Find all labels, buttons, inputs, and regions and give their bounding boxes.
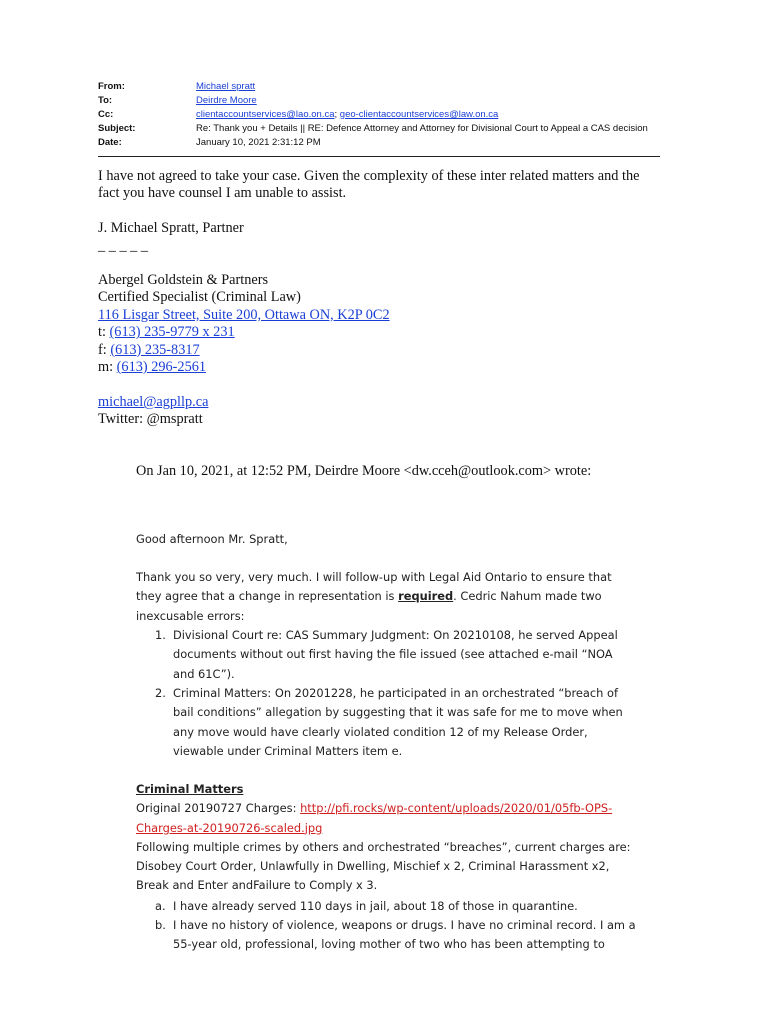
p1-line-2c: . Cedric Nahum made two bbox=[453, 589, 602, 604]
required-emphasis: required bbox=[398, 589, 454, 604]
original-charges-label: Original 20190727 Charges: bbox=[136, 801, 301, 816]
cc-link-1[interactable]: clientaccountservices@lao.on.ca bbox=[196, 109, 335, 120]
fax-link[interactable]: (613) 235-8317 bbox=[110, 341, 200, 358]
signature-dashes: _ _ _ _ _ bbox=[98, 238, 149, 254]
reply-line-2: fact you have counsel I am unable to assist. bbox=[98, 185, 347, 202]
cc-link-2[interactable]: geo-clientaccountservices@law.on.ca bbox=[339, 109, 499, 120]
date-label: Date: bbox=[98, 137, 122, 148]
address-link[interactable]: 116 Lisgar Street, Suite 200, Ottawa ON, K2P 0C2 bbox=[98, 306, 390, 323]
to-link[interactable]: Deirdre Moore bbox=[196, 95, 257, 106]
email-link[interactable]: michael@agpllp.ca bbox=[98, 394, 209, 410]
cc-separator: ; bbox=[334, 109, 340, 120]
paragraph-1 bbox=[136, 568, 612, 626]
item-1-number: 1. bbox=[155, 628, 166, 642]
charges-link-part-1[interactable]: http://pfi.rocks/wp-content/uploads/2020/01/05fb-OPS- bbox=[300, 801, 613, 816]
item-b-line-2: 55-year old, professional, loving mother of two who has been attempting to bbox=[173, 937, 605, 952]
item-1-line-1: Divisional Court re: CAS Summary Judgment: On 20210108, he served Appeal bbox=[173, 628, 618, 642]
charges-link-part-2[interactable]: Charges-at-20190726-scaled.jpg bbox=[136, 820, 323, 835]
date-value: January 10, 2021 2:31:12 PM bbox=[196, 137, 321, 148]
mobile-link[interactable]: (613) 296-2561 bbox=[116, 359, 207, 376]
phone-link[interactable]: (613) 235-9779 x 231 bbox=[109, 324, 235, 341]
phone-label: t: bbox=[98, 324, 110, 341]
greeting: Good afternoon Mr. Spratt, bbox=[136, 532, 288, 546]
item-2 bbox=[173, 684, 623, 761]
criminal-matters-heading: Criminal Matters bbox=[136, 782, 244, 796]
signature-name: J. Michael Spratt, Partner bbox=[98, 220, 244, 236]
mobile-label: m: bbox=[98, 359, 117, 376]
following-line-2: Disobey Court Order, Unlawfully in Dwelling, Mischief x 2, Criminal Harassment x2, bbox=[136, 859, 610, 874]
item-a-label: a. bbox=[155, 899, 166, 913]
subject-value: Re: Thank you + Details || RE: Defence Attorney and Attorney for Divisional Court to Appeal a CAS decision bbox=[196, 123, 648, 134]
following-line-3: Break and Enter andFailure to Comply x 3. bbox=[136, 878, 378, 893]
subject-label: Subject: bbox=[98, 123, 136, 134]
item-b-label: b. bbox=[155, 918, 166, 932]
p1-line-3: inexcusable errors: bbox=[136, 608, 245, 623]
to-label: To: bbox=[98, 95, 113, 106]
contact-block bbox=[98, 394, 208, 429]
reply-paragraph bbox=[98, 168, 639, 203]
twitter-handle: Twitter: @mspratt bbox=[98, 411, 203, 428]
reply-line-1: I have not agreed to take your case. Given the complexity of these inter related matters and the bbox=[98, 168, 640, 184]
certification: Certified Specialist (Criminal Law) bbox=[98, 289, 301, 306]
criminal-matters-section bbox=[136, 780, 631, 896]
p1-line-1: Thank you so very, very much. I will follow-up with Legal Aid Ontario to ensure that bbox=[136, 570, 612, 584]
item-b bbox=[173, 916, 636, 955]
following-line-1: Following multiple crimes by others and orchestrated “breaches”, current charges are: bbox=[136, 839, 631, 854]
item-a-text: I have already served 110 days in jail, about 18 of those in quarantine. bbox=[173, 899, 578, 913]
quote-header: On Jan 10, 2021, at 12:52 PM, Deirdre Moore <dw.cceh@outlook.com> wrote: bbox=[136, 463, 592, 479]
item-1 bbox=[173, 626, 618, 684]
item-b-line-1: I have no history of violence, weapons or drugs. I have no criminal record. I am a bbox=[173, 918, 636, 932]
from-link[interactable]: Michael spratt bbox=[196, 81, 256, 92]
item-2-number: 2. bbox=[155, 686, 166, 700]
cc-label: Cc: bbox=[98, 109, 114, 120]
signature-block bbox=[98, 272, 390, 376]
item-1-line-2: documents without out first having the file issued (see attached e-mail “NOA bbox=[173, 647, 613, 662]
fax-label: f: bbox=[98, 341, 111, 358]
email-header bbox=[98, 80, 648, 150]
item-1-line-3: and 61C”). bbox=[173, 666, 235, 681]
item-2-line-2: bail conditions” allegation by suggesting that it was safe for me to move when bbox=[173, 705, 623, 720]
header-divider bbox=[98, 156, 660, 157]
p1-line-2a: they agree that a change in representation is bbox=[136, 589, 399, 604]
firm-name: Abergel Goldstein & Partners bbox=[98, 272, 269, 288]
item-2-line-3: any move would have clearly violated condition 12 of my Release Order, bbox=[173, 724, 588, 739]
item-2-line-1: Criminal Matters: On 20201228, he participated in an orchestrated “breach of bbox=[173, 686, 618, 700]
item-2-line-4: viewable under Criminal Matters item e. bbox=[173, 743, 403, 758]
from-label: From: bbox=[98, 81, 125, 92]
